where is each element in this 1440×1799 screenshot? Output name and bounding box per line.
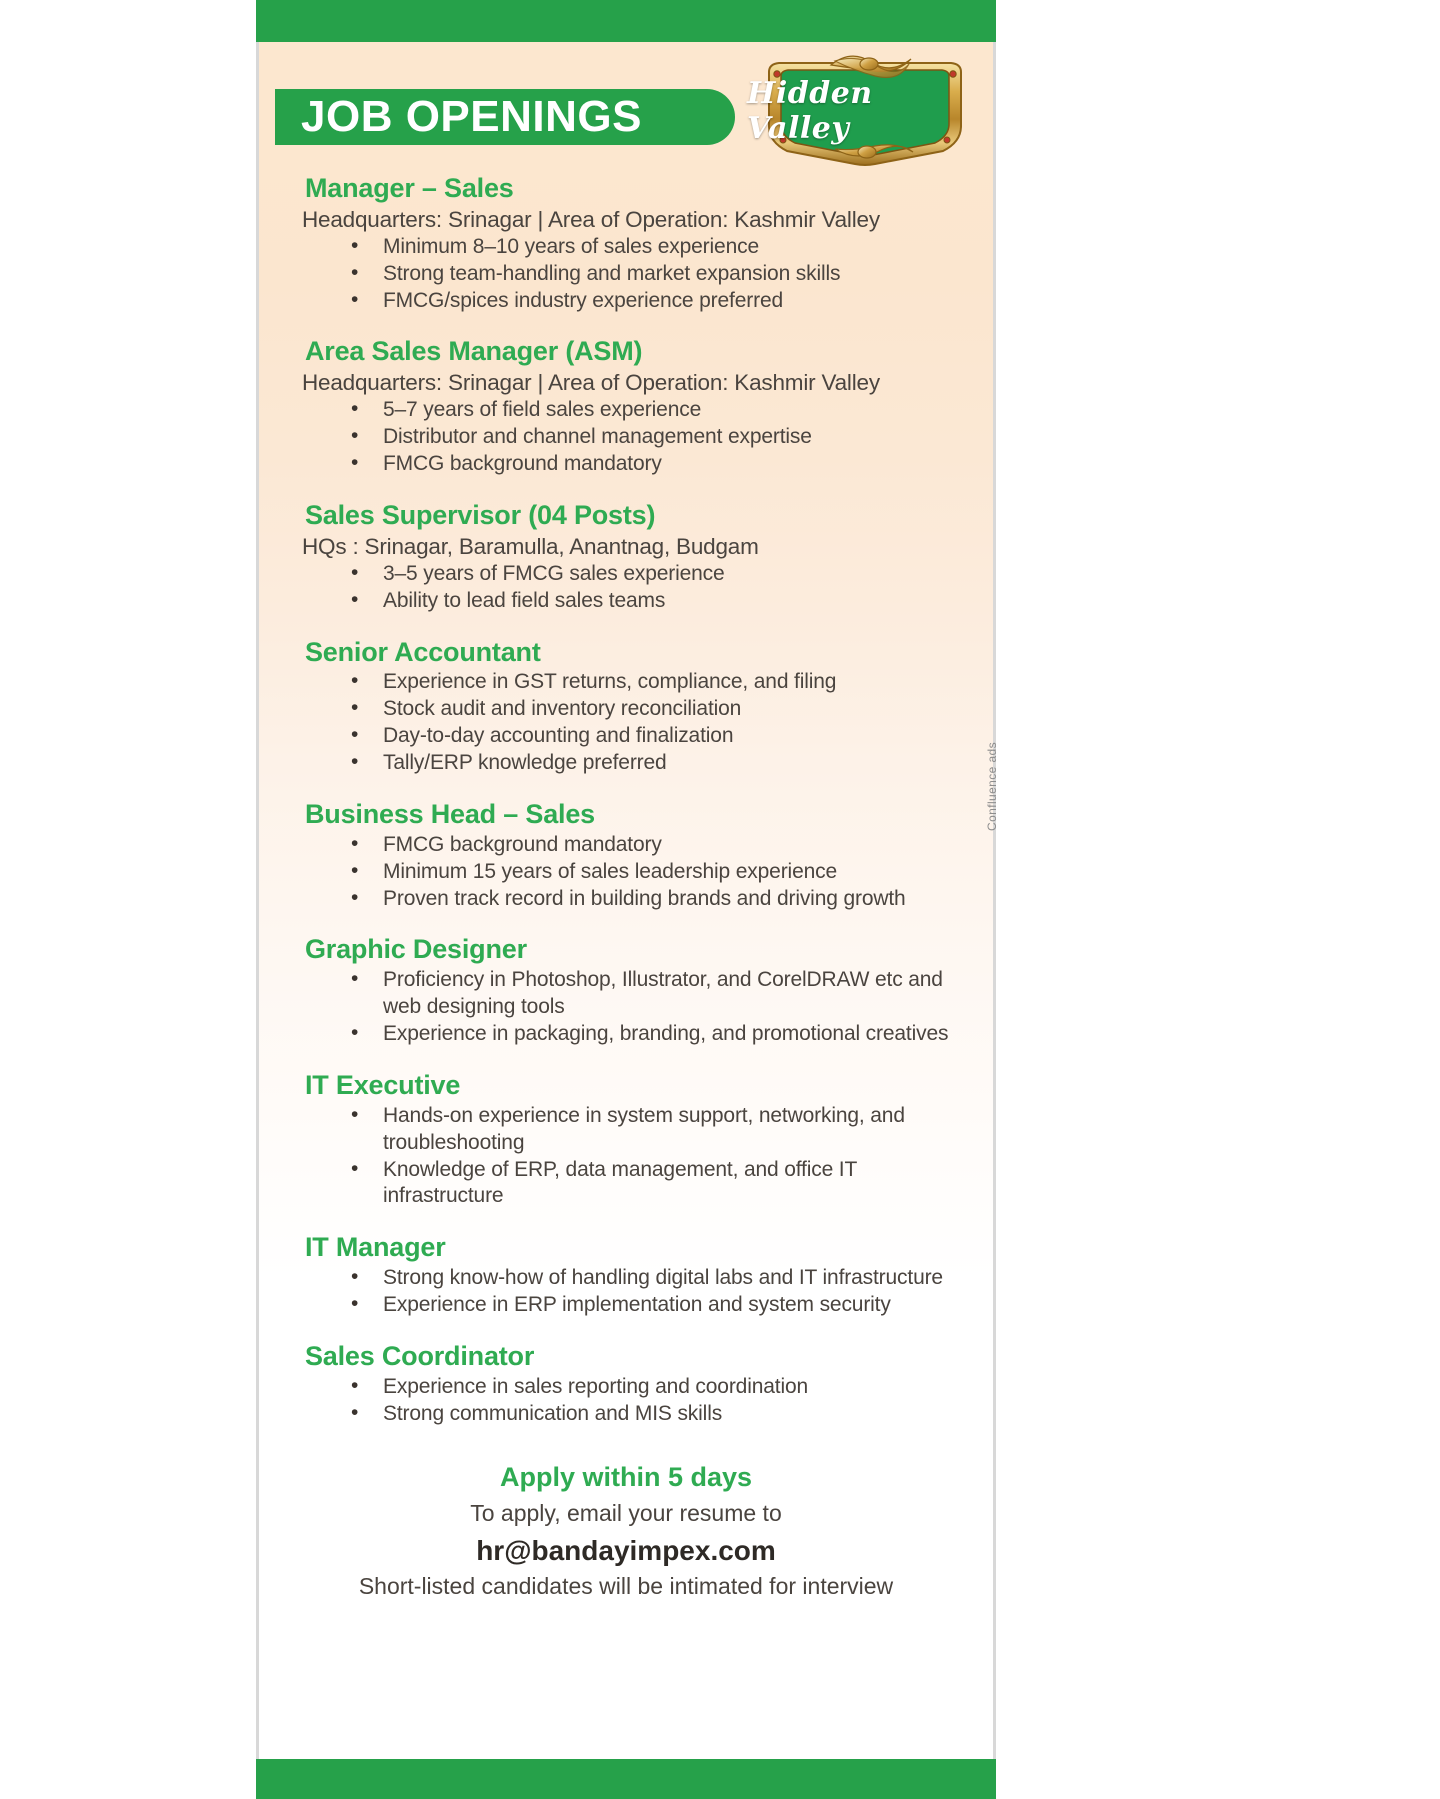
top-green-bar (256, 0, 996, 42)
page-title: JOB OPENINGS (301, 92, 642, 141)
job-title: IT Executive (305, 1069, 461, 1100)
job-location: HQs : Srinagar, Baramulla, Anantnag, Budgam (302, 533, 759, 559)
apply-section (259, 1449, 993, 1601)
apply-instruction: To apply, email your resume to (470, 1500, 782, 1527)
bottom-green-bar (256, 1759, 996, 1799)
job-requirement-item: • Distributor and channel management expertise (351, 424, 971, 451)
job-title: Area Sales Manager (ASM) (305, 336, 643, 367)
job-requirements (305, 397, 971, 478)
job-requirement-item: • 3–5 years of FMCG sales experience (351, 561, 971, 588)
apply-deadline: Apply within 5 days (499, 1462, 753, 1493)
job-entry (302, 336, 971, 477)
job-requirement-item: • Proficiency in Photoshop, Illustrator, and CorelDRAW etc and web designing tools (351, 967, 971, 1021)
brand-name: Hidden Valley (747, 76, 873, 146)
job-requirement-item: • Minimum 15 years of sales leadership experience (351, 859, 971, 886)
job-requirement-item: • Experience in GST returns, compliance, and filing (351, 669, 971, 696)
hidden-valley-logo (747, 52, 983, 170)
job-entry (305, 799, 971, 912)
job-requirement-item: • Strong communication and MIS skills (351, 1401, 971, 1428)
job-requirement-item: • 5–7 years of field sales experience (351, 397, 971, 424)
job-requirement-item: • FMCG background mandatory (351, 451, 971, 478)
job-requirements (305, 561, 971, 615)
job-title: Manager – Sales (305, 173, 514, 203)
job-title: Business Head – Sales (305, 798, 595, 829)
job-title: Graphic Designer (305, 934, 527, 965)
job-title: IT Manager (305, 1232, 446, 1263)
job-requirement-item: • Tally/ERP knowledge preferred (351, 750, 971, 777)
job-title: Sales Coordinator (305, 1340, 535, 1371)
job-requirement-item: • Stock audit and inventory reconciliation (351, 696, 971, 723)
job-requirement-item: • Strong know-how of handling digital labs and IT infrastructure (351, 1265, 971, 1292)
job-requirement-item: • Day-to-day accounting and finalization (351, 723, 971, 750)
job-list (259, 167, 993, 1427)
job-entry (305, 637, 971, 777)
job-requirement-item: • FMCG/spices industry experience preferred (351, 288, 971, 315)
job-entry (305, 1341, 971, 1428)
job-requirement-item: • Minimum 8–10 years of sales experience (351, 234, 971, 261)
job-openings-banner (275, 89, 735, 145)
job-title: Sales Supervisor (04 Posts) (305, 499, 656, 530)
job-requirement-item: • FMCG background mandatory (351, 832, 971, 859)
job-requirement-item: • Experience in ERP implementation and system security (351, 1292, 971, 1319)
job-requirement-item: • Ability to lead field sales teams (351, 588, 971, 615)
job-requirements (305, 234, 971, 315)
job-requirements (305, 1265, 971, 1319)
apply-email[interactable]: hr@bandayimpex.com (476, 1535, 776, 1567)
job-requirement-item: • Knowledge of ERP, data management, and office IT infrastructure (351, 1157, 971, 1211)
job-requirements (305, 669, 971, 777)
job-entry (305, 934, 971, 1047)
job-requirement-item: • Proven track record in building brands and driving growth (351, 886, 971, 913)
job-requirement-item: • Experience in sales reporting and coordination (351, 1374, 971, 1401)
job-requirements (305, 1374, 971, 1428)
job-entry (302, 173, 971, 314)
job-location: Headquarters: Srinagar | Area of Operation: Kashmir Valley (302, 206, 880, 232)
credit-watermark: Confluence ads (985, 742, 999, 831)
job-requirement-item: • Hands-on experience in system support, networking, and troubleshooting (351, 1103, 971, 1157)
flyer-header (259, 42, 993, 167)
job-title: Senior Accountant (305, 636, 541, 667)
apply-note: Short-listed candidates will be intimated for interview (358, 1572, 894, 1599)
job-requirement-item: • Strong team-handling and market expansion skills (351, 261, 971, 288)
job-requirements (305, 832, 971, 913)
job-entry (305, 1070, 971, 1210)
shield-icon (747, 52, 983, 170)
job-entry (302, 499, 971, 615)
flyer-body (256, 42, 999, 1759)
flyer-page (256, 0, 999, 1799)
job-entry (305, 1232, 971, 1319)
job-location: Headquarters: Srinagar | Area of Operation: Kashmir Valley (302, 370, 880, 396)
job-requirements (305, 1103, 971, 1211)
job-requirement-item: • Experience in packaging, branding, and promotional creatives (351, 1021, 971, 1048)
job-requirements (305, 967, 971, 1048)
